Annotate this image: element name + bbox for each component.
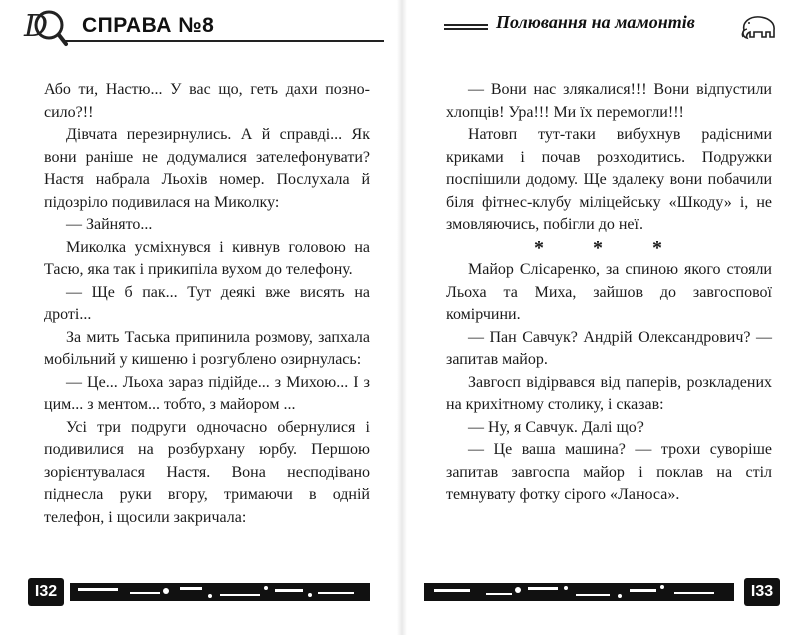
right-page-footer (424, 578, 780, 608)
section-separator: * * * (534, 236, 684, 259)
paragraph: — Це... Льоха зараз підійде... з Михою... І з цим... з ментом... тобто, з майором ... (44, 373, 370, 413)
right-page-header (404, 0, 804, 60)
paragraph: Миколка усміхнувся і кивнув головою на Тасю, яка так і прикипіла вухом до телефону. (44, 238, 370, 278)
paragraph: — Ну, я Савчук. Далі що? (468, 418, 644, 436)
left-page-text (44, 79, 370, 529)
paragraph: — Зайнято... (66, 216, 153, 233)
chapter-title: СПРАВА №8 (82, 14, 215, 37)
header-dash-ornament (444, 24, 488, 30)
paragraph: Майор Слісаренко, за спиною якого стояли Льоха та Миха, зайшов до завгоспової комірчини. (446, 261, 772, 323)
left-page-footer (28, 578, 380, 608)
paragraph: Усі три подруги одночасно обернулися і подивилися на розбурхану юрбу. Першою зорієнтувалася Настя. Вона несподівано піднесла руки вгору, тримаючи в одній телефон, і щосили закричала: (44, 418, 370, 526)
right-page-text (446, 79, 772, 507)
left-page (0, 0, 400, 635)
paragraph: Завгосп відірвався від паперів, розкладених на крихітному столику, і сказав: (446, 373, 772, 413)
paragraph: — Це ваша машина? — трохи суворіше запитав завгоспа майор і поклав на стіл темнувату фотку сірого «Ланоса». (446, 441, 772, 503)
paragraph: Дівчата перезирнулись. А й справді... Як вони раніше не додумалися зателефонувати? Настя набрала Льохів номер. Послухала й підозріло подивилася на Миколку: (44, 126, 370, 211)
paragraph: За мить Таська припинила розмову, запхала мобільний у кишеню і розгублено озирнулась: (44, 328, 370, 368)
paragraph: — Ще б пак... Тут деякі вже висять на дроті... (44, 283, 370, 323)
book-subtitle: Полювання на мамонтів (496, 12, 695, 32)
header-rule (64, 40, 384, 42)
logo-letter: D (24, 9, 49, 44)
left-page-header (0, 0, 400, 60)
page-number: I33 (744, 578, 780, 606)
grunge-ornament-icon (424, 580, 734, 604)
mammoth-icon (738, 14, 778, 40)
paragraph: Натовп тут-таки вибухнув радісними криками і почав розходитись. Подружки поспішили додому. Ще здалеку вони побачили біля фітнес-клубу міліцейську «Шкоду» і, не змовляючись, побігли до неї. (446, 126, 772, 233)
paragraph: — Вони нас злякалися!!! Вони відпустили хлопців! Ура!!! Ми їх перемогли!!! (446, 81, 772, 121)
paragraph: Або ти, Настю... У вас що, геть дахи позно-сило?!! (44, 81, 370, 121)
grunge-ornament-icon (70, 580, 370, 604)
page-number: I32 (28, 578, 64, 606)
magnifier-logo-icon (22, 6, 68, 50)
right-page (404, 0, 804, 635)
paragraph: — Пан Савчук? Андрій Олександрович? — запитав майор. (446, 328, 772, 368)
